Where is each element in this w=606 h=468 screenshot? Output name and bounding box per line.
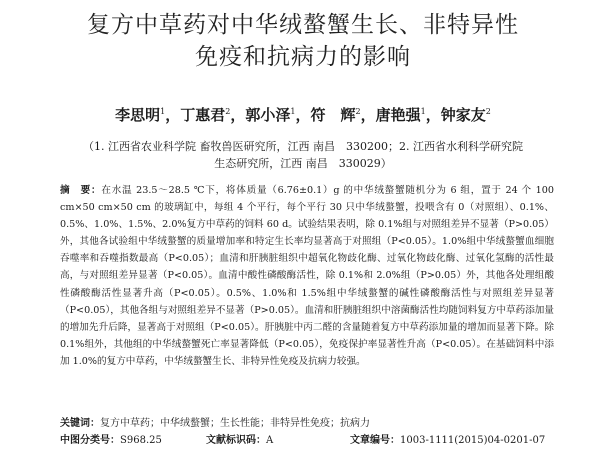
author-affiliation-mark: 2 [485,107,491,116]
doc-code-label: 文献标识码： [206,435,266,446]
article-number [350,431,545,446]
author-affiliation-mark: 2 [225,107,231,116]
author-list: 李思明$^1$，丁惠君$^2$，郭小泽$^1$，符 辉$^2$，唐艳强$^1$，钟家友$^2$ [115,106,491,124]
author-name: 符 辉 [310,106,356,124]
paper-title-line1: 复方中草药对中华绒螯蟹生长、非特异性 [87,12,519,38]
keywords-text: 复方中草药；中华绒螯蟹；生长性能；非特异性免疫；抗病力 [100,418,370,429]
paper-title-line2: 免疫和抗病力的影响 [195,44,411,70]
author-affiliation-mark: 1 [290,107,296,116]
affiliation-line1: （1. 江西省农业科学院 畜牧兽医研究所，江西 南昌 330200；2. 江西省水利科学研究院 [83,140,523,153]
abstract-text: 在水温 23.5～28.5 ℃下，将体质量（6.76±0.1）g 的中华绒螯蟹随机分为 6 组，置于 24 个 100 cm×50 cm×50 cm 的玻璃缸中，每组 4 个平行，每个平行 30 只中华绒螯蟹，投喂含有 0（对照组）、0.1%、0.5%、1.0%、1.5%、2.0%复方中草药的饲料 60 d。试验结果表明，除 0.1%组与对照组差异不显著（P>0.05）外，其他各试验组中华绒螯蟹的质量增加率和特定生长率均显著高于对照组（P<0.05）。1.0%组中华绒螯蟹血细胞吞噬率和吞噬指数最高（P<0.05）；血清和肝胰脏组织中超氧化物歧化酶、过氧化物歧化酶、过氧化氢酶的活性最高，与对照组差异显著（P<0.05）。血清中酸性磷酸酶活性，除 0.1%和 2.0%组（P>0.05）外，其他各处理组酸性磷酸酶活性显著升高（P<0.05）。0.5%、1.0%和 1.5%组中华绒螯蟹的碱性磷酸酶活性与对照组差异显著（P<0.05），其他各组与对照组差异不显著（P>0.05）。血清和肝胰脏组织中溶菌酶活性均随饲料复方中草药添加量的增加先升后降，显著高于对照组（P<0.05）。肝胰脏中丙二醛的含量随着复方中草药添加量的增加而显著下降。除 0.1%组外，其他组的中华绒螯蟹死亡率显著降低（P<0.05），免疫保护率显著性升高（P<0.05）。在基础饲料中添加 1.0%的复方中草药，中华绒螯蟹生长、非特异性免疫及抗病力较强。 [60,185,554,367]
author-name: 钟家友 [440,106,486,124]
keywords [60,414,554,429]
author-name: 丁惠君 [180,106,226,124]
article-number-label: 文章编号： [350,435,400,446]
author-affiliation-mark: 2 [355,107,361,116]
author-name: 郭小泽 [245,106,291,124]
doc-code-value: A [266,435,274,446]
author-name: 李思明 [115,106,161,124]
author-name: 唐艳强 [375,106,421,124]
document-code [206,431,273,446]
keywords-label: 关键词： [60,418,100,429]
author-affiliation-mark: 1 [420,107,426,116]
article-number-value: 1003-1111(2015)04-0201-07 [400,435,546,446]
affiliation-line2: 生态研究所，江西 南昌 330029） [214,157,392,170]
clc-value: S968.25 [120,435,162,446]
abstract [60,182,554,370]
author-affiliation-mark: 1 [160,107,166,116]
clc-number [60,431,162,446]
abstract-label: 摘 要： [60,185,102,196]
clc-label: 中图分类号： [60,435,120,446]
